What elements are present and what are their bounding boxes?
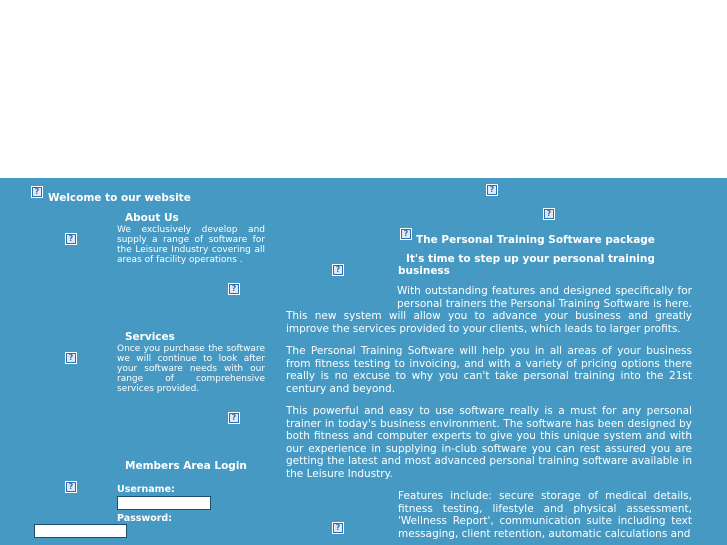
username-input[interactable] (117, 496, 211, 510)
services-text: Once you purchase the software we will continue to look after your software needs with our range of comprehensive services provided. (117, 344, 265, 394)
broken-image-icon: ? (65, 481, 77, 493)
username-label: Username: (117, 484, 175, 495)
features-list-paragraph: Features include: secure storage of medical details, fitness testing, lifestyle and physical assessment, 'Wellness Report', communication suite including text messaging, client retention, automatic calculations and (398, 490, 692, 540)
pricing-paragraph: The Personal Training Software will help you in all areas of your business from fitness testing to invoicing, and with a variety of pricing options there really is no excuse to why you can't take personal training into the 21st century and beyond. (286, 345, 692, 395)
intro-paragraph (286, 285, 692, 335)
services-title: Services (125, 331, 175, 343)
features-paragraph: This powerful and easy to use software really is a must for any personal trainer in today's business environment. The software has been designed by both fitness and computer experts to give you this unique system and with our experience in supplying in-club software you can rest assured you are getting the latest and most advanced personal training software available in the Leisure Industry. (286, 405, 692, 480)
broken-image-icon: ? (543, 208, 555, 220)
main-title: The Personal Training Software package (416, 234, 655, 246)
broken-image-icon: ? (65, 352, 77, 364)
members-title: Members Area Login (125, 460, 247, 472)
welcome-title: Welcome to our website (48, 192, 191, 204)
broken-image-icon: ? (486, 184, 498, 196)
broken-image-icon: ? (400, 228, 412, 240)
broken-image-icon: ? (31, 186, 43, 198)
broken-image-icon: ? (228, 412, 240, 424)
password-label: Password: (117, 513, 173, 524)
password-input[interactable] (34, 524, 127, 538)
about-title: About Us (125, 212, 179, 224)
content-area (0, 178, 727, 545)
intro-paragraph-text: With outstanding features and designed specifically for personal trainers the Personal Training Software is here. This new system will allow you to advance your business and greatly improve the services provided to your clients, which leads to larger profits. (286, 285, 692, 335)
main-subtitle: It's time to step up your personal training business (398, 253, 655, 277)
float-spacer (286, 285, 397, 309)
broken-image-icon: ? (228, 283, 240, 295)
broken-image-icon: ? (332, 264, 344, 276)
about-text: We exclusively develop and supply a range of software for the Leisure Industry covering all areas of facility operations . (117, 225, 265, 265)
broken-image-icon: ? (332, 522, 344, 534)
broken-image-icon: ? (65, 233, 77, 245)
